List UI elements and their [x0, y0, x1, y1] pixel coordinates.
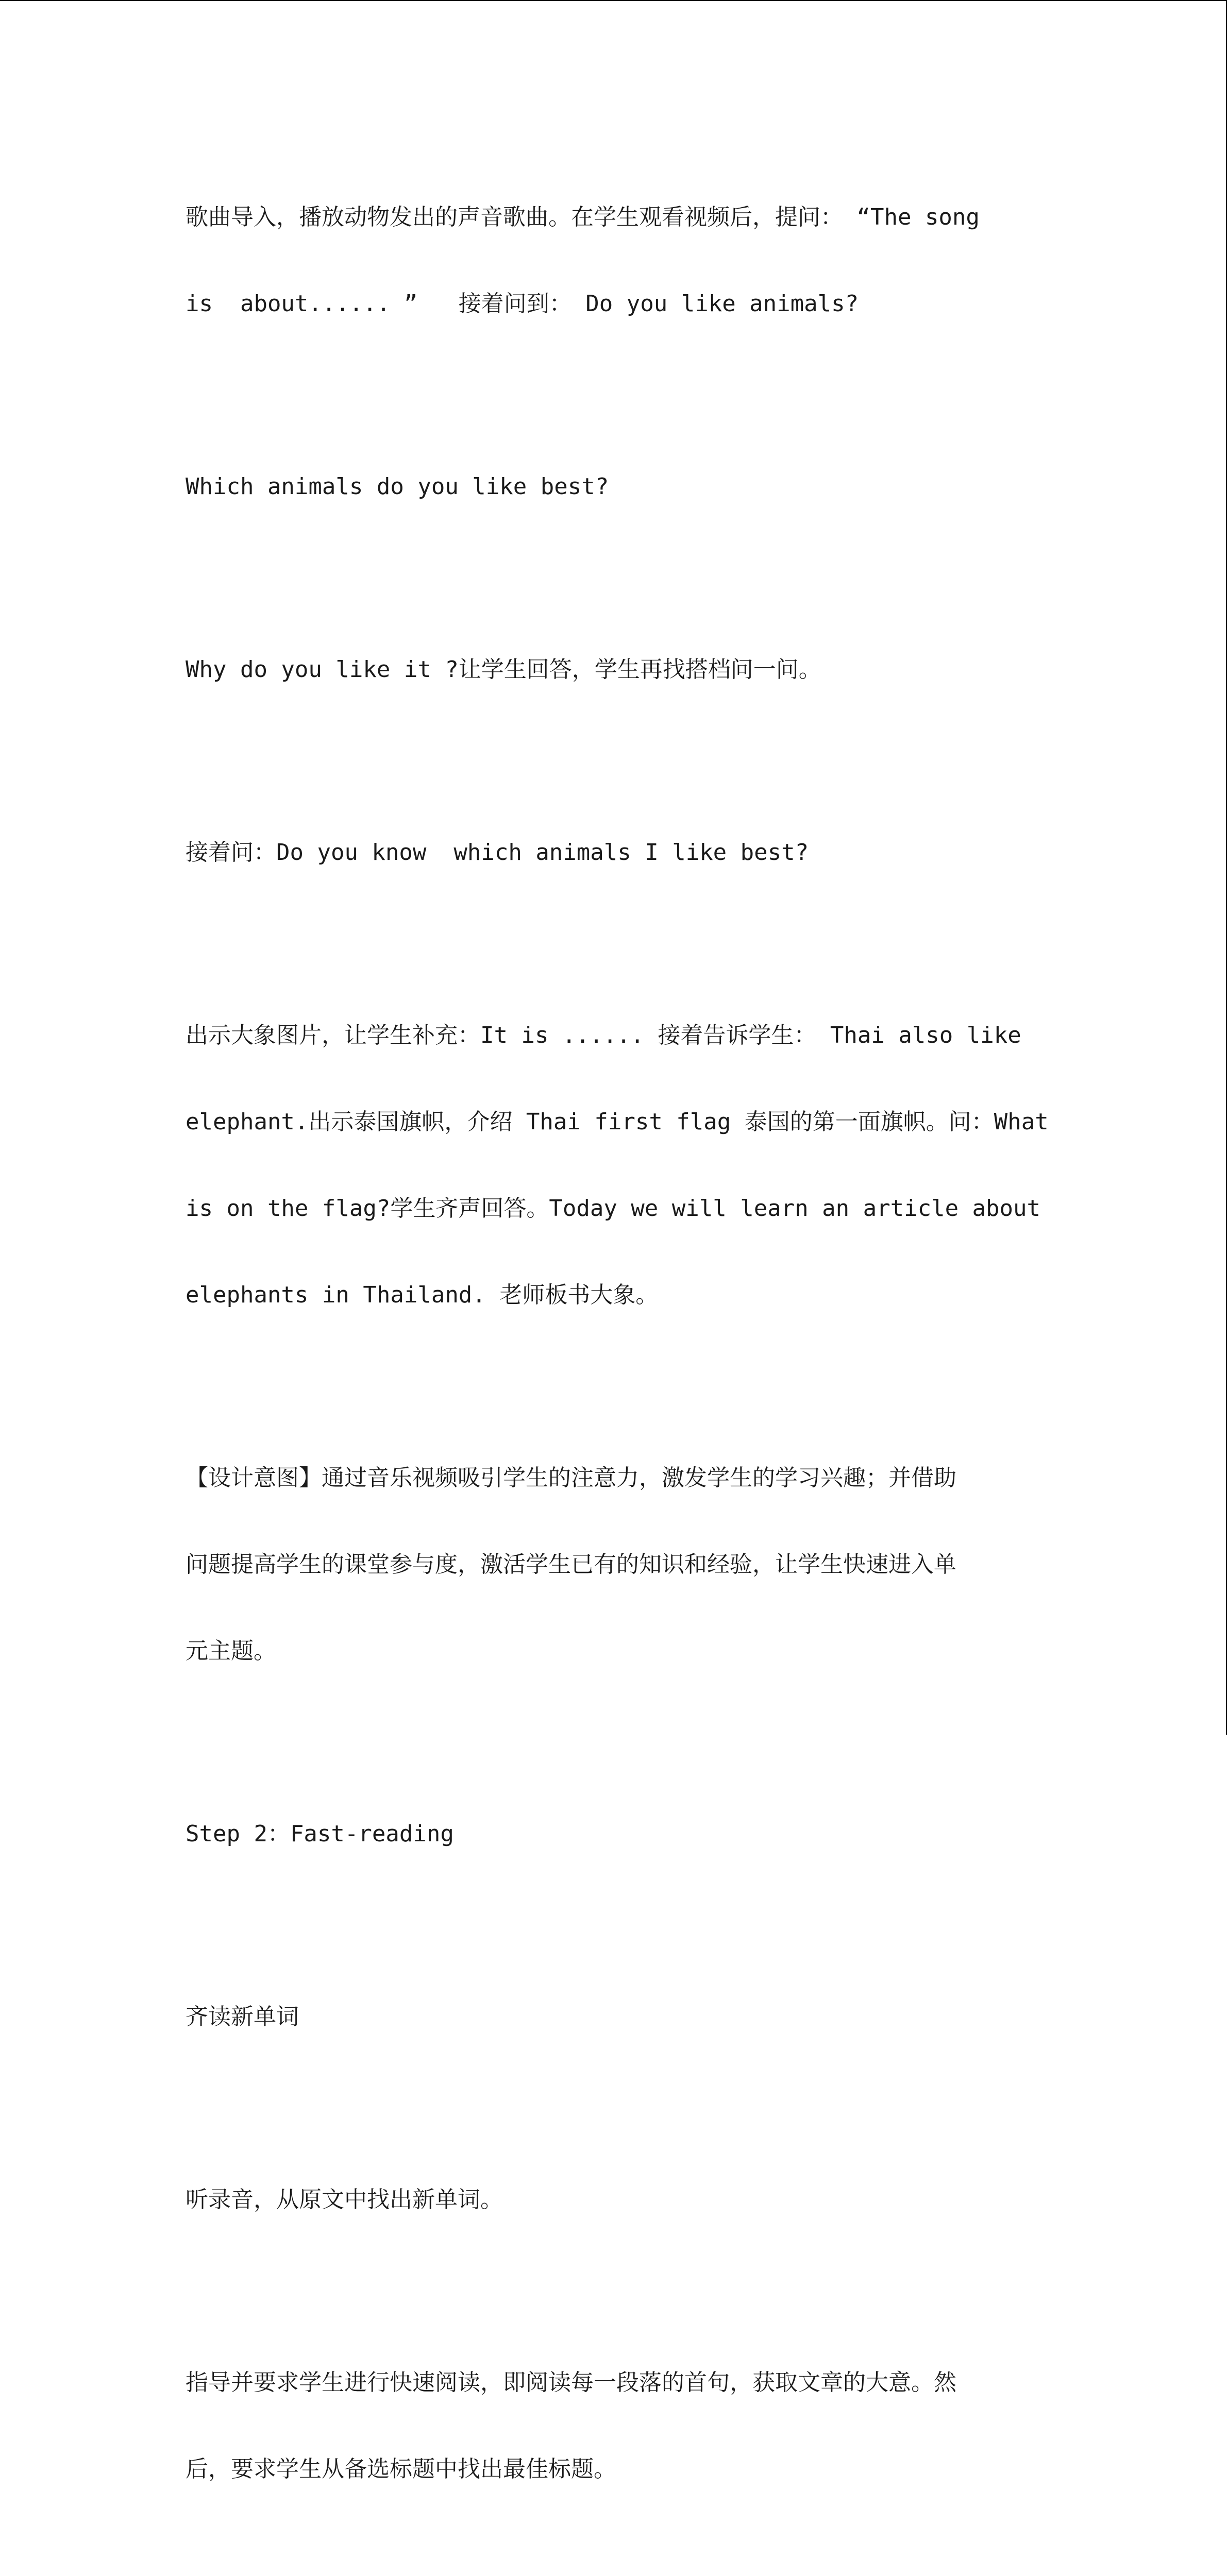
question-do-you-know	[186, 781, 1041, 925]
text-line: 歌曲导入，播放动物发出的声音歌曲。在学生观看视频后，提问： “The song	[186, 204, 980, 230]
text-line: 接着问：Do you know which animals I like best?	[186, 839, 809, 866]
text-line: is on the flag?学生齐声回答。Today we will learn an article about	[186, 1195, 1041, 1222]
text-line: 后，要求学生从备选标题中找出最佳标题。	[186, 2456, 616, 2482]
song-intro-paragraph	[186, 145, 1041, 376]
question-which-animals	[186, 415, 1041, 559]
text-line: is about...... ” 接着问到： Do you like animals?	[186, 291, 859, 317]
text-line: elephant.出示泰国旗帜，介绍 Thai first flag 泰国的第一面旗帜。问：What	[186, 1109, 1049, 1135]
document-body	[186, 145, 1049, 2576]
fast-reading-guidance	[186, 2311, 1041, 2541]
listen-recording	[186, 2128, 1041, 2272]
question-why	[186, 598, 1041, 742]
read-new-words	[186, 1945, 1041, 2089]
text-line: elephants in Thailand. 老师板书大象。	[186, 1282, 659, 1308]
text-line: 出示大象图片，让学生补充：It is ...... 接着告诉学生： Thai also like	[186, 1022, 1021, 1048]
step-2-heading	[186, 1762, 1041, 1906]
text-line: 听录音，从原文中找出新单词。	[186, 2187, 503, 2213]
text-line: 元主题。	[186, 1638, 276, 1664]
text-line: Which animals do you like best?	[186, 473, 609, 500]
text-line: Why do you like it ?让学生回答，学生再找搭档问一问。	[186, 656, 821, 683]
text-line: 问题提高学生的课堂参与度，激活学生已有的知识和经验，让学生快速进入单	[186, 1551, 956, 1578]
text-line: 指导并要求学生进行快速阅读，即阅读每一段落的首句，获取文章的大意。然	[186, 2369, 956, 2396]
design-intent-paragraph-1	[186, 1406, 1041, 1723]
text-line: Step 2：Fast-reading	[186, 1821, 454, 1847]
text-line: 齐读新单词	[186, 2004, 299, 2030]
elephant-picture-paragraph	[186, 963, 1049, 1367]
text-line: 【设计意图】通过音乐视频吸引学生的注意力，激发学生的学习兴趣；并借助	[186, 1465, 956, 1491]
